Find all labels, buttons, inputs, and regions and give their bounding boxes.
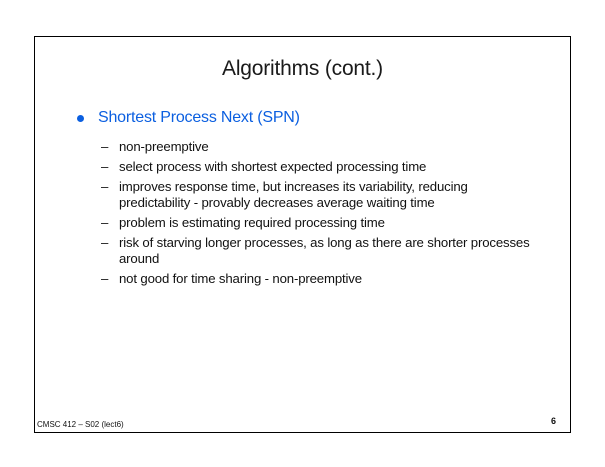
dash-icon: – [101, 271, 109, 286]
sub-bullet-item [101, 179, 531, 211]
sub-bullet-text: improves response time, but increases its variability, reducing predictability - provably decreases average waiting time [119, 179, 468, 210]
dash-icon: – [101, 179, 109, 194]
sub-bullet-list [101, 139, 531, 291]
sub-bullet-text: not good for time sharing - non-preemptive [119, 271, 362, 286]
sub-bullet-item [101, 159, 531, 175]
dash-icon: – [101, 235, 109, 250]
dash-icon: – [101, 159, 109, 174]
sub-bullet-item [101, 215, 531, 231]
sub-bullet-text: problem is estimating required processing time [119, 215, 385, 230]
dash-icon: – [101, 139, 109, 154]
slide-title: Algorithms (cont.) [222, 57, 383, 80]
bullet-dot-icon [77, 115, 84, 122]
page-number: 6 [550, 416, 556, 426]
dash-icon: – [101, 215, 109, 230]
sub-bullet-text: non-preemptive [119, 139, 209, 154]
sub-bullet-text: select process with shortest expected processing time [119, 159, 427, 174]
bullet-item [77, 109, 300, 127]
slide-frame [34, 36, 571, 433]
slide-footer: CMSC 412 – S02 (lect6) [37, 420, 124, 429]
sub-bullet-item [101, 139, 531, 155]
sub-bullet-item [101, 271, 531, 287]
bullet-text: Shortest Process Next (SPN) [98, 109, 300, 126]
sub-bullet-item [101, 235, 531, 267]
sub-bullet-text: risk of starving longer processes, as long as there are shorter processes around [119, 235, 530, 266]
